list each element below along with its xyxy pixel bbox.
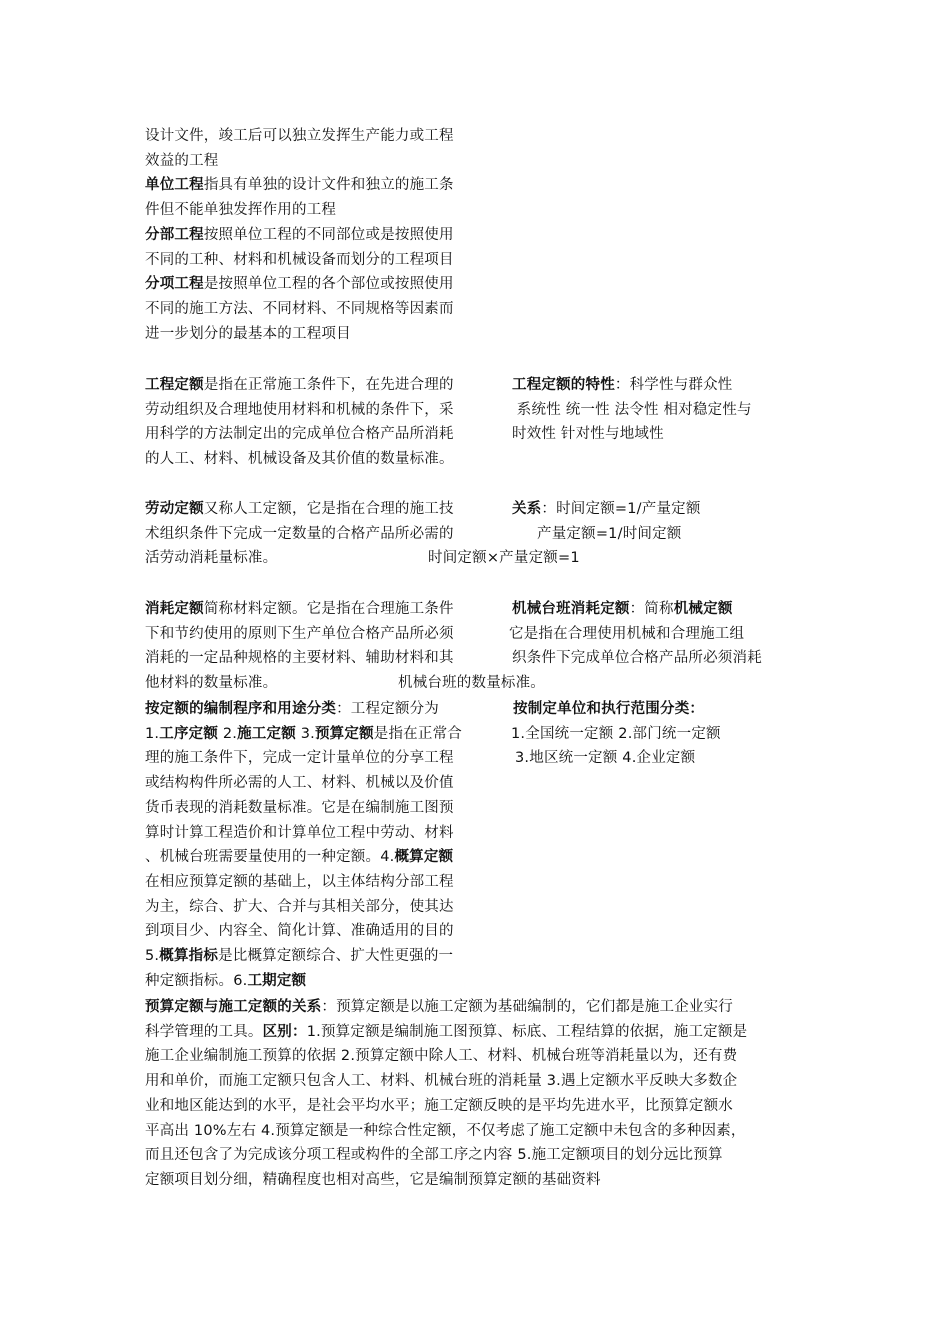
text-run: 指具有单独的设计文件和独立的施工条 [203, 177, 454, 194]
text-run: 全国统一定额 [525, 725, 619, 742]
text-run: 5. [517, 1147, 532, 1164]
text-run: 种定额指标。 [145, 972, 234, 989]
text-line [145, 1168, 601, 1193]
text-run: 用科学的方法制定出的完成单位合格产品所消耗 [145, 426, 454, 443]
text-line [145, 845, 453, 870]
text-line [145, 248, 454, 273]
text-run: 施工定额项目的划分远比预算 [531, 1147, 723, 1164]
text-run: 货币表现的消耗数量标准。它是在编制施工图预 [145, 799, 454, 816]
text-line [145, 821, 454, 846]
text-run: 预算定额是一种综合性定额，不仅考虑了施工定额中未包含的多种因素， [275, 1122, 746, 1139]
text-line [513, 697, 704, 722]
text-run: 劳动组织及合理地使用材料和机械的条件下，采 [145, 401, 454, 418]
text-line [145, 497, 454, 522]
text-run: 预算定额是编制施工图预算、标底、工程结算的依据，施工定额是 [320, 1023, 748, 1040]
text-line [145, 272, 454, 297]
text-line [145, 995, 733, 1020]
text-run: 企业定额 [636, 750, 696, 767]
bold-term: 概算指标 [159, 948, 219, 964]
text-run: 5. [145, 948, 160, 964]
text-run: 时效性 针对性与地域性 [512, 426, 664, 443]
text-line [145, 1119, 746, 1144]
text-line [145, 671, 277, 696]
text-run: 4. [622, 750, 637, 767]
text-run: 2. [340, 1048, 356, 1065]
bold-term: 施工定额 [237, 725, 296, 742]
text-line [512, 497, 701, 522]
text-run: ：简称 [629, 601, 674, 617]
text-run: 而且还包含了为完成该分项工程或构件的全部工序之内容 [145, 1147, 518, 1164]
text-line [145, 1069, 737, 1094]
text-run: 又称人工定额，它是指在合理的施工技 [203, 501, 454, 517]
text-run: 简称材料定额。它是指在合理施工条件 [203, 601, 454, 617]
text-run: 3. [295, 725, 315, 742]
text-run: 6. [233, 972, 248, 989]
text-run: 是指在正常施工条件下，在先进合理的 [203, 377, 454, 393]
text-run: 系统性 统一性 法令性 相对稳定性与 [512, 401, 752, 418]
text-run: 活劳动消耗量标准。 [145, 550, 278, 567]
text-run: 是指在正常合 [373, 725, 462, 742]
bold-term: 劳动定额 [145, 501, 204, 517]
text-line [145, 422, 454, 447]
text-run: =1 [557, 550, 580, 567]
text-line [512, 646, 762, 671]
bold-term: 区别 [262, 1023, 293, 1040]
text-line [145, 223, 454, 248]
text-line [145, 546, 277, 571]
text-run: 3. [515, 750, 530, 767]
bold-term: 消耗定额 [145, 601, 204, 617]
text-run: 进一步划分的最基本的工程项目 [145, 325, 351, 342]
text-run: 预算定额中除人工、材料、机械台班等消耗量以为，还有费 [355, 1048, 738, 1065]
text-line [145, 771, 454, 796]
text-line [145, 1044, 737, 1069]
text-line [515, 746, 695, 771]
text-line [145, 870, 454, 895]
text-run: 1. [145, 725, 160, 742]
text-run: 科学管理的工具。 [145, 1023, 263, 1040]
bold-term: 机械定额 [673, 601, 733, 617]
text-run: 按照单位工程的不同部位或是按照使用 [203, 226, 454, 243]
text-line [428, 546, 580, 571]
bold-term: ： [689, 701, 705, 717]
text-run: 部门统一定额 [632, 725, 721, 742]
text-run: 1. [306, 1023, 321, 1040]
text-run: =1/ [595, 525, 623, 542]
bold-term: 预算定额与施工定额的关系 [145, 999, 322, 1015]
text-line [145, 149, 219, 174]
text-run: 3. [546, 1073, 561, 1090]
text-run: 1. [511, 725, 526, 742]
text-run: =1/ [614, 501, 642, 517]
text-run: 算时计算工程造价和计算单位工程中劳动、材料 [145, 824, 454, 841]
text-line [145, 944, 453, 969]
text-line [145, 622, 454, 647]
bold-term: 单位工程 [145, 177, 204, 194]
text-run: 为主，综合、扩大、合并与其相关部分，使其达 [145, 898, 454, 915]
text-run: 不同的施工方法、不同材料、不同规格等因素而 [145, 300, 454, 317]
text-line [145, 124, 454, 149]
text-line [145, 522, 454, 547]
text-run: 下和节约使用的原则下生产单位合格产品所必须 [145, 625, 454, 642]
text-run: 产量定额 [641, 501, 701, 517]
text-run: 用和单价，而施工定额只包含人工、材料、机械台班的消耗量 [145, 1073, 547, 1090]
text-run: 遇上定额水平反映大多数企 [560, 1073, 738, 1090]
text-line [145, 1143, 723, 1168]
text-line [145, 322, 351, 347]
text-line [398, 671, 545, 696]
text-run: 时间定额 [622, 525, 682, 542]
text-line [145, 895, 454, 920]
text-run: ：工程定额分为 [336, 701, 440, 717]
bold-term: 分项工程 [145, 276, 204, 293]
text-run: 不同的工种、材料和机械设备而划分的工程项目 [145, 251, 454, 268]
text-run: 、机械台班需要量使用的一种定额。 [145, 849, 381, 866]
text-run: 他材料的数量标准。 [145, 675, 278, 692]
bold-term: 预算定额 [314, 725, 374, 742]
text-run: 织条件下完成单位合格产品所必须消耗 [512, 650, 762, 667]
text-run: 它是指在合理使用机械和合理施工组 [509, 625, 745, 642]
bold-term: 工期定额 [247, 972, 307, 989]
text-line [512, 597, 733, 622]
bold-term: 按制定单位和执行范围分类 [513, 701, 690, 717]
text-run: 设计文件，竣工后可以独立发挥生产能力或工程 [145, 128, 454, 144]
bold-term: 机械台班消耗定额 [512, 601, 630, 617]
text-line [512, 398, 752, 423]
text-run: 4. [380, 849, 395, 866]
text-line [145, 398, 454, 423]
text-line [145, 1020, 747, 1045]
text-run: 产量定额 [499, 550, 558, 567]
text-line [145, 373, 454, 398]
bold-term: 分部工程 [145, 226, 204, 243]
text-line [537, 522, 682, 547]
bold-term: ： [292, 1023, 307, 1040]
text-line [511, 722, 721, 747]
text-line [145, 173, 454, 198]
text-line [145, 919, 454, 944]
text-run: 施工企业编制施工预算的依据 [145, 1048, 341, 1065]
text-line [145, 746, 454, 771]
text-line [145, 646, 454, 671]
text-line [145, 1094, 733, 1119]
text-run: 2. [618, 725, 633, 742]
text-run: 机械台班的数量标准。 [398, 675, 545, 692]
text-run: 的人工、材料、机械设备及其价值的数量标准。 [145, 451, 454, 468]
text-run: 在相应预算定额的基础上，以主体结构分部工程 [145, 873, 454, 890]
text-run: 地区统一定额 [529, 750, 623, 767]
text-run: ：预算定额是以施工定额为基础编制的，它们都是施工企业实行 [321, 999, 734, 1015]
text-run: × [486, 550, 500, 567]
text-run: 是比概算定额综合、扩大性更强的一 [218, 948, 454, 964]
bold-term: 概算定额 [394, 849, 454, 866]
text-run: 理的施工条件下，完成一定计量单位的分享工程 [145, 750, 454, 767]
text-run: 或结构构件所必需的人工、材料、机械以及价值 [145, 775, 454, 792]
text-run: 是按照单位工程的各个部位或按照使用 [203, 276, 454, 293]
text-run: 平高出 [145, 1122, 194, 1139]
text-run: 到项目少、内容全、简化计算、准确适用的目的 [145, 923, 454, 940]
text-line [145, 697, 439, 722]
text-run: 时间定额 [428, 550, 487, 567]
text-line [145, 597, 454, 622]
text-line [145, 447, 454, 472]
text-run: 4. [260, 1122, 276, 1139]
bold-term: 工程定额 [145, 377, 204, 393]
text-line [145, 198, 336, 223]
text-line [512, 373, 733, 398]
text-line [145, 722, 462, 747]
text-run: 业和地区能达到的水平，是社会平均水平；施工定额反映的是平均先进水平，比预算定额水 [145, 1097, 733, 1114]
text-run: 2. [218, 725, 238, 742]
text-run: 定额项目划分细，精确程度也相对高些，它是编制预算定额的基础资料 [145, 1171, 601, 1188]
text-run: 消耗的一定品种规格的主要材料、辅助材料和其 [145, 650, 454, 667]
text-run: 件但不能单独发挥作用的工程 [145, 202, 337, 219]
bold-term: 工序定额 [159, 725, 219, 742]
text-line [512, 422, 664, 447]
bold-term: 按定额的编制程序和用途分类 [145, 701, 337, 717]
text-run: ：时间定额 [541, 501, 615, 517]
text-line [509, 622, 744, 647]
bold-term: 关系 [512, 501, 542, 517]
text-run: 效益的工程 [145, 152, 219, 169]
text-run: 左右 [226, 1122, 261, 1139]
text-line [145, 969, 306, 994]
text-run: ：科学性与群众性 [614, 377, 733, 393]
text-run: 术组织条件下完成一定数量的合格产品所必需的 [145, 525, 454, 542]
text-run: 10% [193, 1122, 227, 1139]
text-run: 产量定额 [537, 525, 596, 542]
bold-term: 工程定额的特性 [512, 377, 615, 393]
text-line [145, 796, 454, 821]
text-line [145, 297, 454, 322]
